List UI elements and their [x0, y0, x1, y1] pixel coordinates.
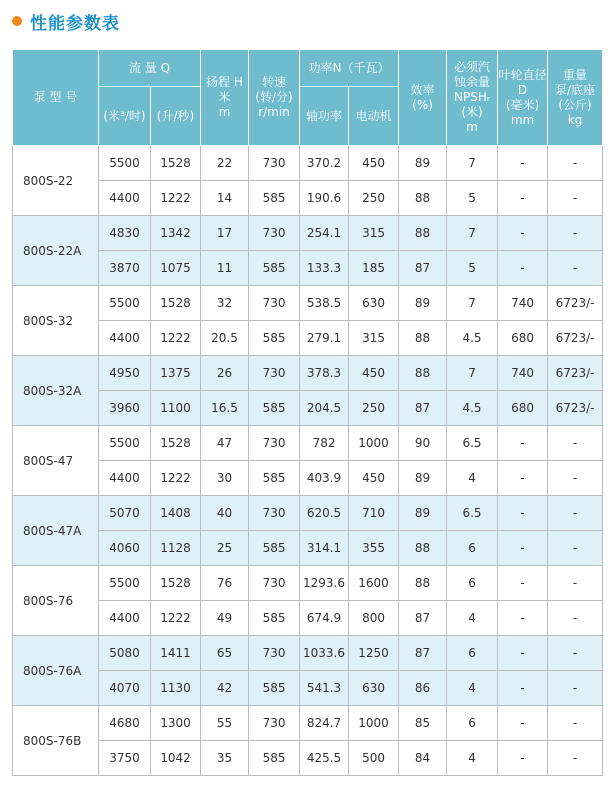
shaft-power-cell: 538.5 [300, 286, 349, 321]
flow-ls-cell: 1528 [151, 566, 201, 601]
head-cell: 22 [201, 146, 249, 181]
table-row [13, 566, 603, 601]
header-flow: 流 量 Q [99, 50, 201, 87]
flow-ls-cell: 1128 [151, 531, 201, 566]
shaft-power-cell: 541.3 [300, 671, 349, 706]
impeller-cell: 740 [498, 286, 548, 321]
speed-cell: 585 [249, 181, 300, 216]
head-cell: 49 [201, 601, 249, 636]
weight-cell: - [548, 181, 603, 216]
head-cell: 16.5 [201, 391, 249, 426]
flow-m3-cell: 3870 [99, 251, 151, 286]
npsh-cell: 4 [447, 461, 498, 496]
efficiency-cell: 88 [399, 356, 447, 391]
motor-cell: 185 [349, 251, 399, 286]
impeller-cell: 680 [498, 321, 548, 356]
flow-ls-cell: 1130 [151, 671, 201, 706]
shaft-power-cell: 314.1 [300, 531, 349, 566]
speed-cell: 730 [249, 706, 300, 741]
impeller-cell: - [498, 146, 548, 181]
header-impeller: 叶轮直径 D (毫米) mm [498, 50, 548, 146]
head-cell: 76 [201, 566, 249, 601]
table-body [13, 146, 603, 776]
speed-cell: 585 [249, 531, 300, 566]
efficiency-cell: 87 [399, 601, 447, 636]
header-head: 扬程 H 米 m [201, 50, 249, 146]
flow-m3-cell: 5500 [99, 146, 151, 181]
flow-ls-cell: 1222 [151, 321, 201, 356]
shaft-power-cell: 824.7 [300, 706, 349, 741]
weight-cell: - [548, 461, 603, 496]
table-row [13, 216, 603, 251]
section-heading [12, 4, 120, 38]
flow-ls-cell: 1528 [151, 426, 201, 461]
speed-cell: 585 [249, 671, 300, 706]
page-title: 性能参数表 [30, 13, 120, 34]
speed-cell: 730 [249, 426, 300, 461]
shaft-power-cell: 403.9 [300, 461, 349, 496]
npsh-cell: 7 [447, 286, 498, 321]
weight-cell: - [548, 531, 603, 566]
flow-ls-cell: 1075 [151, 251, 201, 286]
impeller-cell: - [498, 601, 548, 636]
motor-cell: 1000 [349, 426, 399, 461]
weight-cell: - [548, 566, 603, 601]
impeller-cell: - [498, 216, 548, 251]
impeller-cell: - [498, 671, 548, 706]
efficiency-cell: 88 [399, 321, 447, 356]
model-cell: 800S-47A [13, 496, 99, 566]
table-row [13, 496, 603, 531]
npsh-cell: 7 [447, 216, 498, 251]
flow-ls-cell: 1528 [151, 146, 201, 181]
impeller-cell: - [498, 496, 548, 531]
header-motor: 电动机 [349, 87, 399, 146]
shaft-power-cell: 620.5 [300, 496, 349, 531]
motor-cell: 315 [349, 216, 399, 251]
impeller-cell: - [498, 461, 548, 496]
motor-cell: 450 [349, 356, 399, 391]
flow-m3-cell: 4400 [99, 181, 151, 216]
header-npsh: 必须汽 蚀余量 NPSHᵣ (米) m [447, 50, 498, 146]
npsh-cell: 7 [447, 146, 498, 181]
shaft-power-cell: 378.3 [300, 356, 349, 391]
speed-cell: 730 [249, 636, 300, 671]
shaft-power-cell: 1033.6 [300, 636, 349, 671]
efficiency-cell: 89 [399, 146, 447, 181]
table-row [13, 426, 603, 461]
table-row [13, 671, 603, 706]
weight-cell: - [548, 496, 603, 531]
header-shaft-power: 轴功率 [300, 87, 349, 146]
efficiency-cell: 88 [399, 566, 447, 601]
efficiency-cell: 85 [399, 706, 447, 741]
motor-cell: 1600 [349, 566, 399, 601]
flow-m3-cell: 3750 [99, 741, 151, 776]
efficiency-cell: 87 [399, 391, 447, 426]
header-weight: 重量 泵/底座 (公斤) kg [548, 50, 603, 146]
weight-cell: - [548, 706, 603, 741]
header-power: 功率N（千瓦） [300, 50, 399, 87]
npsh-cell: 4.5 [447, 391, 498, 426]
model-cell: 800S-22A [13, 216, 99, 286]
flow-m3-cell: 4060 [99, 531, 151, 566]
table-row [13, 601, 603, 636]
npsh-cell: 6 [447, 706, 498, 741]
table-row [13, 286, 603, 321]
model-cell: 800S-76B [13, 706, 99, 776]
header-speed: 转速 (转/分) r/min [249, 50, 300, 146]
head-cell: 14 [201, 181, 249, 216]
flow-ls-cell: 1222 [151, 461, 201, 496]
efficiency-cell: 89 [399, 496, 447, 531]
head-cell: 25 [201, 531, 249, 566]
shaft-power-cell: 782 [300, 426, 349, 461]
model-cell: 800S-76 [13, 566, 99, 636]
head-cell: 40 [201, 496, 249, 531]
table-row [13, 356, 603, 391]
head-cell: 47 [201, 426, 249, 461]
table-row [13, 461, 603, 496]
speed-cell: 730 [249, 496, 300, 531]
impeller-cell: - [498, 636, 548, 671]
head-cell: 42 [201, 671, 249, 706]
head-cell: 55 [201, 706, 249, 741]
npsh-cell: 6 [447, 566, 498, 601]
weight-cell: 6723/- [548, 321, 603, 356]
motor-cell: 315 [349, 321, 399, 356]
speed-cell: 585 [249, 601, 300, 636]
npsh-cell: 4 [447, 601, 498, 636]
flow-ls-cell: 1042 [151, 741, 201, 776]
npsh-cell: 6.5 [447, 426, 498, 461]
table-row [13, 741, 603, 776]
weight-cell: - [548, 426, 603, 461]
npsh-cell: 5 [447, 181, 498, 216]
head-cell: 20.5 [201, 321, 249, 356]
flow-ls-cell: 1342 [151, 216, 201, 251]
flow-ls-cell: 1528 [151, 286, 201, 321]
motor-cell: 1000 [349, 706, 399, 741]
weight-cell: - [548, 741, 603, 776]
flow-m3-cell: 4400 [99, 601, 151, 636]
shaft-power-cell: 133.3 [300, 251, 349, 286]
efficiency-cell: 88 [399, 531, 447, 566]
motor-cell: 250 [349, 391, 399, 426]
weight-cell: - [548, 146, 603, 181]
efficiency-cell: 89 [399, 286, 447, 321]
efficiency-cell: 87 [399, 636, 447, 671]
motor-cell: 355 [349, 531, 399, 566]
header-flow-m3: (米³/时) [99, 87, 151, 146]
weight-cell: - [548, 601, 603, 636]
table-row [13, 636, 603, 671]
header-model: 泵 型 号 [13, 50, 99, 146]
efficiency-cell: 87 [399, 251, 447, 286]
flow-ls-cell: 1408 [151, 496, 201, 531]
motor-cell: 630 [349, 286, 399, 321]
npsh-cell: 6.5 [447, 496, 498, 531]
model-cell: 800S-32 [13, 286, 99, 356]
header-flow-ls: (升/秒) [151, 87, 201, 146]
efficiency-cell: 89 [399, 461, 447, 496]
table-row [13, 251, 603, 286]
head-cell: 26 [201, 356, 249, 391]
flow-m3-cell: 4400 [99, 461, 151, 496]
header-efficiency: 效率 (%) [399, 50, 447, 146]
npsh-cell: 4.5 [447, 321, 498, 356]
efficiency-cell: 86 [399, 671, 447, 706]
table-row [13, 706, 603, 741]
head-cell: 65 [201, 636, 249, 671]
flow-m3-cell: 3960 [99, 391, 151, 426]
shaft-power-cell: 1293.6 [300, 566, 349, 601]
npsh-cell: 5 [447, 251, 498, 286]
impeller-cell: - [498, 181, 548, 216]
model-cell: 800S-22 [13, 146, 99, 216]
flow-ls-cell: 1375 [151, 356, 201, 391]
model-cell: 800S-47 [13, 426, 99, 496]
speed-cell: 730 [249, 356, 300, 391]
speed-cell: 730 [249, 216, 300, 251]
motor-cell: 1250 [349, 636, 399, 671]
shaft-power-cell: 279.1 [300, 321, 349, 356]
efficiency-cell: 90 [399, 426, 447, 461]
speed-cell: 585 [249, 391, 300, 426]
efficiency-cell: 88 [399, 181, 447, 216]
impeller-cell: - [498, 251, 548, 286]
weight-cell: 6723/- [548, 356, 603, 391]
weight-cell: - [548, 671, 603, 706]
shaft-power-cell: 425.5 [300, 741, 349, 776]
speed-cell: 730 [249, 566, 300, 601]
npsh-cell: 6 [447, 636, 498, 671]
table-row [13, 146, 603, 181]
head-cell: 11 [201, 251, 249, 286]
speed-cell: 585 [249, 741, 300, 776]
shaft-power-cell: 190.6 [300, 181, 349, 216]
flow-m3-cell: 4950 [99, 356, 151, 391]
motor-cell: 250 [349, 181, 399, 216]
efficiency-cell: 84 [399, 741, 447, 776]
model-cell: 800S-32A [13, 356, 99, 426]
impeller-cell: - [498, 706, 548, 741]
flow-m3-cell: 5080 [99, 636, 151, 671]
flow-m3-cell: 5500 [99, 286, 151, 321]
speed-cell: 585 [249, 321, 300, 356]
flow-m3-cell: 4070 [99, 671, 151, 706]
flow-m3-cell: 4830 [99, 216, 151, 251]
flow-m3-cell: 5500 [99, 566, 151, 601]
flow-m3-cell: 5500 [99, 426, 151, 461]
npsh-cell: 4 [447, 741, 498, 776]
motor-cell: 710 [349, 496, 399, 531]
motor-cell: 450 [349, 146, 399, 181]
weight-cell: 6723/- [548, 286, 603, 321]
shaft-power-cell: 370.2 [300, 146, 349, 181]
flow-ls-cell: 1222 [151, 181, 201, 216]
weight-cell: 6723/- [548, 391, 603, 426]
weight-cell: - [548, 251, 603, 286]
impeller-cell: 680 [498, 391, 548, 426]
speed-cell: 585 [249, 461, 300, 496]
flow-ls-cell: 1222 [151, 601, 201, 636]
speed-cell: 730 [249, 286, 300, 321]
npsh-cell: 7 [447, 356, 498, 391]
motor-cell: 450 [349, 461, 399, 496]
bullet-dot [12, 16, 22, 26]
impeller-cell: - [498, 426, 548, 461]
table-row [13, 181, 603, 216]
table-row [13, 321, 603, 356]
head-cell: 35 [201, 741, 249, 776]
shaft-power-cell: 674.9 [300, 601, 349, 636]
performance-table [12, 49, 603, 776]
flow-m3-cell: 5070 [99, 496, 151, 531]
flow-ls-cell: 1411 [151, 636, 201, 671]
speed-cell: 730 [249, 146, 300, 181]
flow-m3-cell: 4680 [99, 706, 151, 741]
flow-m3-cell: 4400 [99, 321, 151, 356]
table-row [13, 531, 603, 566]
table-header [13, 50, 603, 146]
impeller-cell: - [498, 531, 548, 566]
impeller-cell: - [498, 566, 548, 601]
speed-cell: 585 [249, 251, 300, 286]
flow-ls-cell: 1300 [151, 706, 201, 741]
table-row [13, 391, 603, 426]
model-cell: 800S-76A [13, 636, 99, 706]
impeller-cell: 740 [498, 356, 548, 391]
head-cell: 32 [201, 286, 249, 321]
npsh-cell: 4 [447, 671, 498, 706]
motor-cell: 500 [349, 741, 399, 776]
npsh-cell: 6 [447, 531, 498, 566]
shaft-power-cell: 204.5 [300, 391, 349, 426]
motor-cell: 630 [349, 671, 399, 706]
head-cell: 30 [201, 461, 249, 496]
shaft-power-cell: 254.1 [300, 216, 349, 251]
motor-cell: 800 [349, 601, 399, 636]
flow-ls-cell: 1100 [151, 391, 201, 426]
head-cell: 17 [201, 216, 249, 251]
impeller-cell: - [498, 741, 548, 776]
efficiency-cell: 88 [399, 216, 447, 251]
weight-cell: - [548, 216, 603, 251]
weight-cell: - [548, 636, 603, 671]
